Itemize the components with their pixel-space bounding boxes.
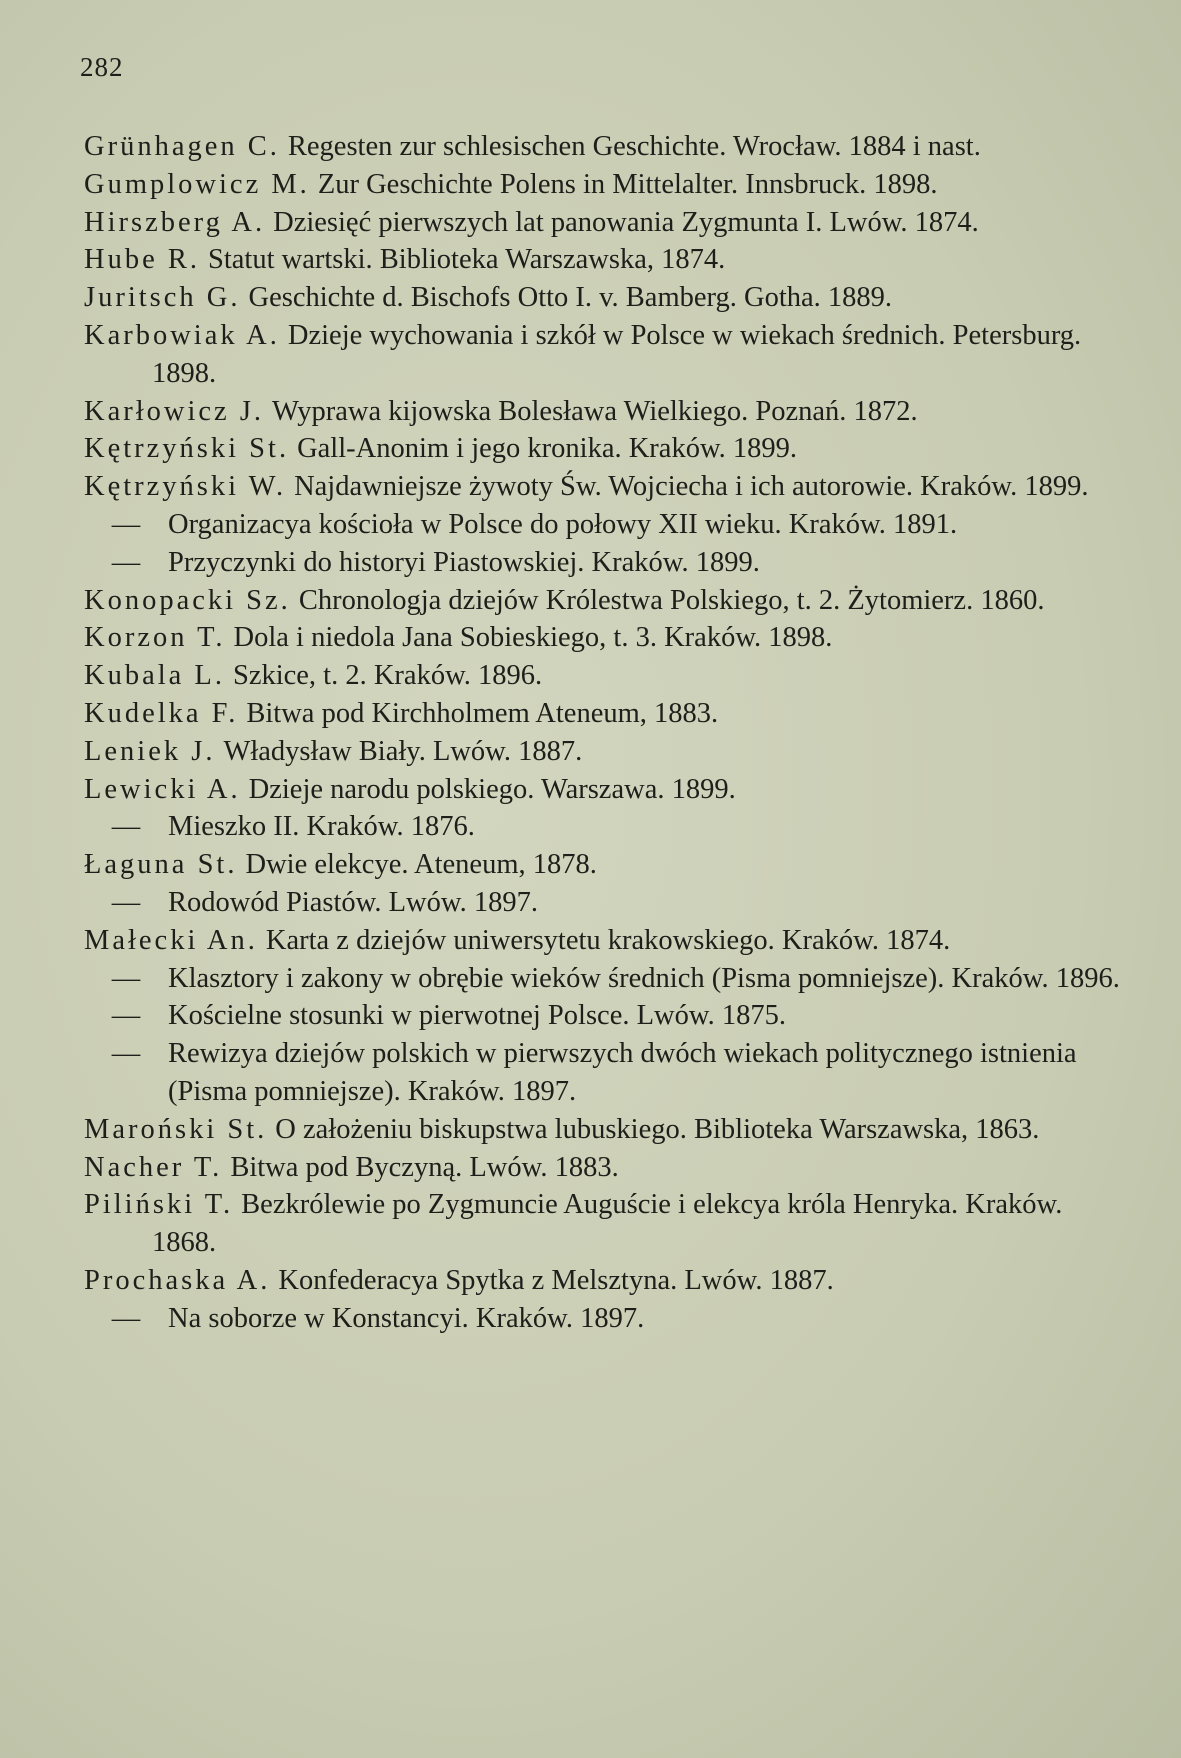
entry-title: Rewizya dziejów polskich w pierwszych dwóch wiekach politycznego istnienia (Pisma pomniejsze). Kraków. 1897. [168,1038,1077,1107]
entry-author: Juritsch G. [84,282,241,314]
ditto-dash: — [111,546,141,578]
entry-title: Statut wartski. Biblioteka Warszawska, 1874. [208,244,726,276]
entry-title: Mieszko II. Kraków. 1876. [168,811,475,843]
bibliography-entry [84,1300,1124,1338]
entry-author: Gumplowicz M. [84,168,310,200]
entry-title: Konfederacya Spytka z Melsztyna. Lwów. 1887. [278,1264,834,1296]
bibliography-entry [84,771,1124,809]
entry-author: Karbowiak A. [84,319,280,351]
entry-title: Klasztory i zakony w obrębie wieków średnich (Pisma pomniejsze). Kraków. 1896. [168,962,1120,994]
entry-author: Nacher T. [84,1151,223,1183]
ditto-dash: — [111,886,141,918]
bibliography-entry [84,317,1124,393]
entry-title: Szkice, t. 2. Kraków. 1896. [232,660,543,692]
entry-author: Leniek J. [84,735,216,767]
entry-author: Lewicki A. [84,773,241,805]
entry-title: Kościelne stosunki w pierwotnej Polsce. Lwów. 1875. [168,1000,786,1032]
ditto-dash: — [111,962,141,994]
bibliography-entry [84,393,1124,431]
entry-title: Dzieje narodu polskiego. Warszawa. 1899. [248,773,736,805]
entry-title: Dola i niedola Jana Sobieskiego, t. 3. Kraków. 1898. [233,622,833,654]
entry-title: Zur Geschichte Polens in Mittelalter. Innsbruck. 1898. [317,168,938,200]
ditto-dash: — [111,508,141,540]
entry-title: Dziesięć pierwszych lat panowania Zygmunta I. Lwów. 1874. [273,206,979,238]
entry-title: Dzieje wychowania i szkół w Polsce w wiekach średnich. Petersburg. 1898. [152,319,1082,389]
bibliography-entry [84,166,1124,204]
entry-title: Dwie elekcye. Ateneum, 1878. [245,849,597,881]
bibliography-entry [84,884,1124,922]
entry-author: Kubala L. [84,660,225,692]
ditto-dash: — [111,811,141,843]
entry-title: O założeniu biskupstwa lubuskiego. Biblioteka Warszawska, 1863. [275,1113,1040,1145]
entry-author: Piliński T. [84,1189,234,1221]
entry-title: Władysław Biały. Lwów. 1887. [223,735,583,767]
entry-title: Bitwa pod Byczyną. Lwów. 1883. [230,1151,619,1183]
entry-title: Bezkrólewie po Zygmuncie Auguście i elekcya króla Henryka. Kraków. 1868. [152,1189,1063,1259]
bibliography-entry [84,241,1124,279]
bibliography-entry [84,279,1124,317]
bibliography-entry [84,430,1124,468]
entry-title: Karta z dziejów uniwersytetu krakowskiego. Kraków. 1874. [265,924,951,956]
bibliography-entry [84,582,1124,620]
bibliography-entry [84,922,1124,960]
bibliography-entry [84,619,1124,657]
entry-title: Wyprawa kijowska Bolesława Wielkiego. Poznań. 1872. [272,395,918,427]
entry-author: Kętrzyński St. [84,433,290,465]
entry-author: Grünhagen C. [84,131,280,162]
entry-author: Prochaska A. [84,1264,271,1296]
bibliography-entry [84,846,1124,884]
entry-author: Korzon T. [84,622,226,654]
entry-author: Kętrzyński W. [84,471,287,503]
bibliography-entry [84,695,1124,733]
entry-title: Gall-Anonim i jego kronika. Kraków. 1899. [297,433,798,465]
bibliography-entry [84,1262,1124,1300]
entry-author: Małecki An. [84,924,258,956]
bibliography-entry [84,808,1124,846]
bibliography-entry [84,204,1124,242]
entry-author: Karłowicz J. [84,395,265,427]
ditto-dash: — [111,1000,141,1032]
entry-title: Najdawniejsze żywoty Św. Wojciecha i ich autorowie. Kraków. 1899. [294,471,1089,503]
page-number: 282 [80,52,124,82]
entry-title: Organizacya kościoła w Polsce do połowy XII wieku. Kraków. 1891. [168,508,958,540]
bibliography-entry [84,997,1124,1035]
bibliography-entry [84,1186,1124,1262]
bibliography-entry [84,1035,1124,1111]
bibliography-entry [84,128,1124,166]
entry-title: Bitwa pod Kirchholmem Ateneum, 1883. [246,697,719,729]
entry-author: Hirszberg A. [84,206,266,238]
bibliography-entry [84,1111,1124,1149]
bibliography-entry [84,468,1124,506]
bibliography-entry [84,733,1124,771]
entry-title: Regesten zur schlesischen Geschichte. Wrocław. 1884 i nast. [287,131,981,162]
bibliography-entry [84,657,1124,695]
entry-author: Łaguna St. [84,849,238,881]
entry-author: Maroński St. [84,1113,268,1145]
ditto-dash: — [111,1038,141,1070]
entry-title: Na soborze w Konstancyi. Kraków. 1897. [168,1302,645,1334]
bibliography-entry [84,1149,1124,1187]
bibliography-list [84,128,1124,1338]
entry-title: Przyczynki do historyi Piastowskiej. Kraków. 1899. [168,546,760,578]
entry-title: Chronologja dziejów Królestwa Polskiego, t. 2. Żytomierz. 1860. [298,584,1045,616]
entry-author: Hube R. [84,244,200,276]
entry-title: Rodowód Piastów. Lwów. 1897. [168,886,538,918]
ditto-dash: — [111,1302,141,1334]
bibliography-entry [84,960,1124,998]
entry-author: Kudelka F. [84,697,239,729]
entry-author: Konopacki Sz. [84,584,291,616]
bibliography-entry [84,544,1124,582]
bibliography-entry [84,506,1124,544]
entry-title: Geschichte d. Bischofs Otto I. v. Bamberg. Gotha. 1889. [248,282,893,314]
